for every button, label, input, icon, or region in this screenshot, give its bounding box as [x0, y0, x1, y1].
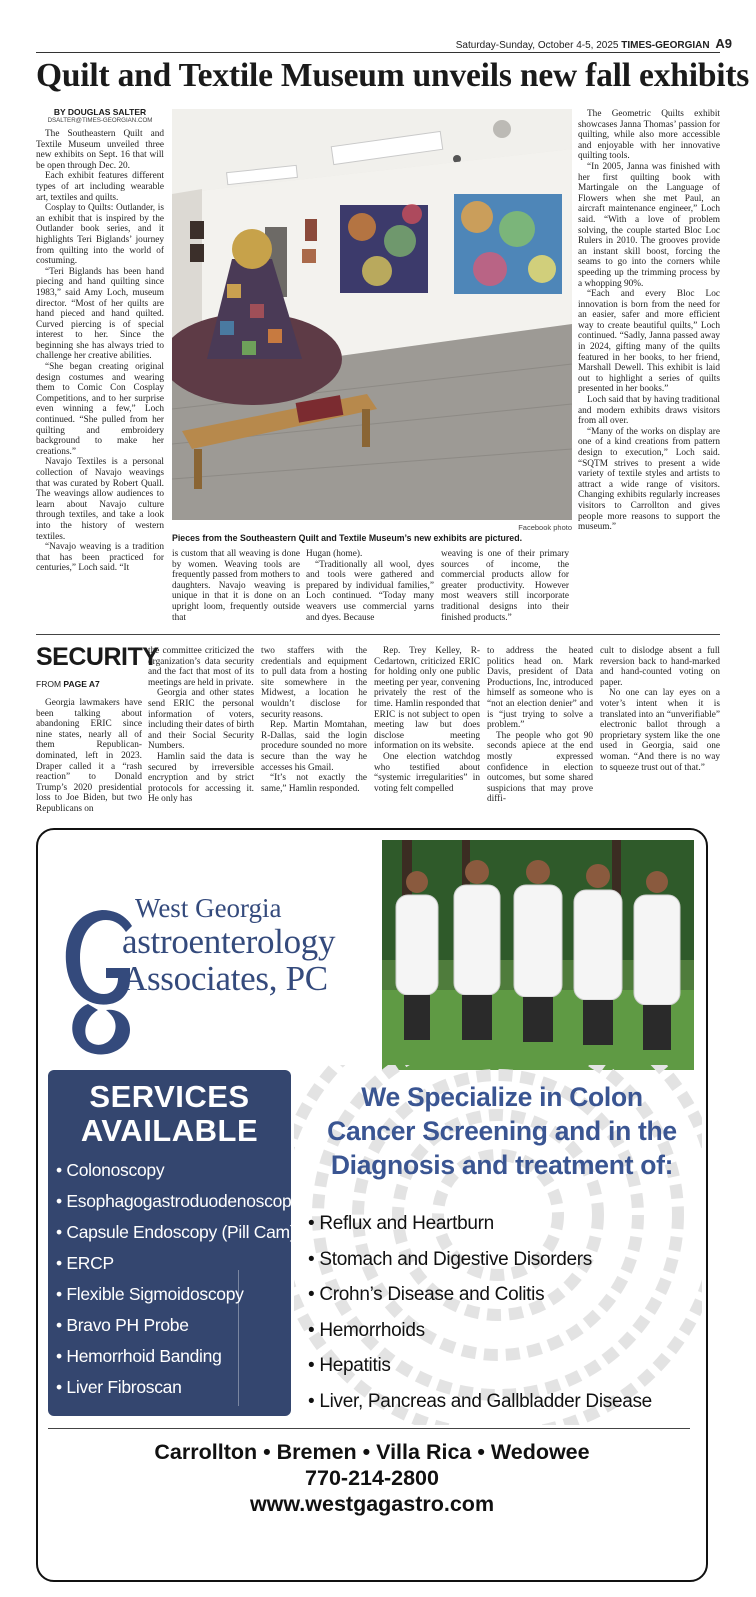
paragraph: Georgia lawmakers have been talking about abandoning ERIC since nine states, nearly all of them Republican-dominated, left in 2023. Draper called it a “rash reaction” to Donald Trump’s 2020 presidential loss to Joe Biden, but two Republicans on	[36, 698, 142, 814]
article-column-4	[441, 549, 569, 625]
byline	[36, 107, 164, 124]
security-column-3	[261, 646, 367, 818]
article-column-2	[172, 549, 300, 625]
paragraph: The Southeastern Quilt and Textile Museum unveiled three new exhibits on Sept. 16 that will be open through Dec. 20.	[36, 129, 164, 171]
jump-line	[36, 679, 100, 689]
paragraph: “Many of the works on display are one of a kind creations from pattern design to execution,” Loch said. “SQTM strives to present a wide variety of textile styles and artists to attract a wide range of visitors. Changing exhibits regularly increases visitors to Carrollton and gives people more reasons to support the museum.”	[578, 426, 720, 533]
article-column-1	[36, 129, 164, 624]
photo-caption: Pieces from the Southeastern Quilt and Textile Museum’s new exhibits are pictured.	[172, 533, 523, 543]
security-column-4	[374, 646, 480, 818]
service-item: • Flexible Sigmoidoscopy	[56, 1284, 244, 1304]
logo-line-1: West Georgia	[135, 893, 282, 923]
services-title-line-1: SERVICES	[89, 1079, 250, 1114]
paragraph: “She began creating original design costumes and wearing them to Comic Con Cosplay Competitions, and to her surprise even winning a few,” Loch continued. “She pulled from her quilting and embroidery background to make her creations.”	[36, 362, 164, 457]
security-column-1	[36, 698, 142, 820]
paragraph: Loch said that by having traditional and modern exhibits draws visitors from all over.	[578, 395, 720, 427]
section-divider	[36, 634, 720, 635]
issue-date: Saturday-Sunday, October 4-5, 2025	[455, 40, 619, 51]
paragraph: Rep. Martin Momtahan, R-Dallas, said the login procedure sounded no more secure than the way he accesses his Gmail.	[261, 720, 367, 773]
condition-item: • Stomach and Digestive Disorders	[308, 1248, 593, 1270]
paragraph: The Geometric Quilts exhibit showcases Janna Thomas’ passion for quilting, while also more accessible and enjoyable with her innovative quilting tools.	[578, 109, 720, 162]
doctors-photo	[382, 840, 694, 1070]
paragraph: “Navajo weaving is a tradition that has been practiced for centuries,” Loch said. “It	[36, 542, 164, 574]
service-item: • Hemorrhoid Banding	[56, 1346, 222, 1366]
doctors-illustration	[382, 840, 694, 1070]
paragraph: cult to dislodge absent a full reversion back to hand-marked and hand-counted voting on paper.	[600, 646, 720, 688]
website-link[interactable]: www.westgagastro.com	[249, 1492, 495, 1516]
author-email: DSALTER@TIMES-GEORGIAN.COM	[47, 117, 153, 124]
paragraph: the committee criticized the organization’s data security and the fact that most of its meetings are held in private.	[148, 646, 254, 688]
specialize-line: Cancer Screening and in the	[327, 1116, 677, 1146]
photo-credit: Facebook photo	[518, 523, 572, 532]
specialize-line: We Specialize in Colon	[361, 1082, 643, 1112]
condition-item: • Reflux and Heartburn	[308, 1213, 494, 1234]
condition-item: • Liver, Pancreas and Gallbladder Disease	[308, 1390, 652, 1412]
article-column-right	[578, 109, 720, 624]
services-title	[48, 1080, 291, 1148]
services-title-line-2: AVAILABLE	[80, 1113, 259, 1148]
masthead	[456, 36, 732, 51]
conditions-list	[308, 1206, 652, 1419]
paragraph: “Teri Biglands has been hand piecing and hand quilting since 1983,” said Amy Loch, museum director. “Most of her quilts are hand pieced and hand quilted. Curved piercing is of special interest to her. Since the beginning she has always tried to challenge her creative abilities.	[36, 266, 164, 362]
paragraph: One election watchdog who testified about “systemic irregularities” in voting felt compelled	[374, 751, 480, 794]
office-locations: Carrollton • Bremen • Villa Rica • Wedowee	[154, 1440, 590, 1464]
paper-name: TIMES-GEORGIAN	[621, 40, 710, 51]
paragraph: “In 2005, Janna was finished with her first quilting book with Martingale on the Language of Flowers when she met Paul, an aircraft maintenance engineer,” Loch said. “With a love of problem solving, the couple started Bloc Loc Rulers in 2010. The grooves provide an instant skill boost, forcing the seams to go into the corners while speeding up the trimming process by a whopping 90%.	[578, 161, 720, 289]
gastro-advertisement	[36, 828, 708, 1582]
jump-from-page: PAGE A7	[63, 679, 100, 689]
logo-line-3: Associates, PC	[122, 959, 328, 998]
paragraph: “Each and every Bloc Loc innovation is born from the need for an easier, safer and more efficient way to create beautiful quilts,” Loch continued. “Sadly, Janna passed away in 2024, gifting many of the quilts featured in her books, to her friend, Marshall Dewell. This exhibit is laid out to highlight a series of quilts presented in her books.”	[578, 289, 720, 395]
paragraph: Rep. Trey Kelley, R-Cedartown, criticized ERIC for holding only one public meeting per year, convening privately the rest of the time. Hamlin responded that ERIC is not subject to open meeting law but does disclose meeting information on its website.	[374, 646, 480, 752]
service-item: • Liver Fibroscan	[56, 1377, 182, 1397]
paragraph: “It’s not exactly the same,” Hamlin responded.	[261, 773, 367, 794]
condition-item: • Hepatitis	[308, 1355, 391, 1376]
service-item: • Esophagogastroduodenoscopy	[56, 1191, 300, 1211]
specialize-line: Diagnosis and treatment of:	[330, 1150, 674, 1180]
service-item: • Colonoscopy	[56, 1160, 165, 1180]
paragraph: is custom that all weaving is done by women. Weaving tools are frequently passed from mothers to daughters. Navajo weaving is unique in that it is done on an upright loom, frequently outside that	[172, 549, 300, 623]
headline: Quilt and Textile Museum unveils new fall exhibits	[36, 57, 750, 94]
paragraph: The people who got 90 seconds apiece at the end mostly expressed confidence in election outcomes, but some shared suspicions that may prove diffi-	[487, 730, 593, 805]
top-rule	[36, 52, 720, 53]
ad-footer-rule	[48, 1428, 690, 1429]
author-name: BY DOUGLAS SALTER	[53, 107, 147, 117]
paragraph: Navajo Textiles is a personal collection of Navajo weavings that was curated by Robert Quall. The weavings allow audiences to learn about Navajo culture through textiles, and take a look into the history of western textiles.	[36, 457, 164, 542]
service-item: • Bravo PH Probe	[56, 1315, 189, 1335]
logo-line-2: astroenterology	[122, 922, 336, 961]
condition-item: • Crohn’s Disease and Colitis	[308, 1284, 545, 1305]
paragraph: weaving is one of their primary sources of income, the commercial products allow for greater productivity. However most weavers still incorporate traditional designs into their finished products.”	[441, 549, 569, 623]
paragraph: to address the heated politics head on. Mark Davis, president of Data Productions, Inc, introduced himself as someone who is “not an election denier” and is “just trying to solve a problem.”	[487, 646, 593, 731]
paragraph: Hamlin said the data is secured by irreversible encryption and by strict protocols for accessing it. He only has	[148, 751, 254, 805]
gallery-illustration	[172, 109, 572, 520]
service-item: • ERCP	[56, 1253, 114, 1273]
specialize-heading	[304, 1080, 700, 1182]
security-title: SECURITY	[36, 643, 159, 671]
museum-photo	[172, 109, 572, 520]
paragraph: No one can lay eyes on a voter’s intent when it is translated into an “unverifiable” electronic ballot through a proprietary system like the one used in Georgia, said one woman. “And there is no way to squeeze trust out of that.”	[600, 688, 720, 773]
service-item: • Capsule Endoscopy (Pill Cam)	[56, 1222, 296, 1242]
security-column-2	[148, 646, 254, 818]
paragraph: “Traditionally all wool, dyes and tools were gathered and prepared by individual families,” Loch continued. “Today many weavers use commercial yarns and dyes. Because	[306, 559, 434, 623]
paragraph: Each exhibit features different types of art including wearable art, textiles and quilts.	[36, 171, 164, 203]
services-list	[56, 1155, 300, 1403]
security-column-5	[487, 646, 593, 818]
services-panel	[48, 1070, 300, 1416]
paragraph: Georgia and other states send ERIC the personal information of voters, including their dates of birth and their Social Security Numbers.	[148, 688, 254, 752]
article-column-3	[306, 549, 434, 625]
paragraph: Cosplay to Quilts: Outlander, is an exhibit that is inspired by the Outlander book series, and it highlights Teri Biglands’ journey from quilting into the world of costuming.	[36, 203, 164, 267]
phone-number: 770-214-2800	[305, 1466, 439, 1490]
paragraph: two staffers with the credentials and equipment to pull data from a hosting site somewhere in the Midwest, a location he wouldn’t disclose for security reasons.	[261, 646, 367, 720]
security-column-6	[600, 646, 720, 818]
page-number: A9	[715, 36, 732, 51]
paragraph: Hugan (home).	[306, 549, 363, 559]
jump-from-label: FROM	[36, 679, 62, 689]
condition-item: • Hemorrhoids	[308, 1319, 425, 1341]
